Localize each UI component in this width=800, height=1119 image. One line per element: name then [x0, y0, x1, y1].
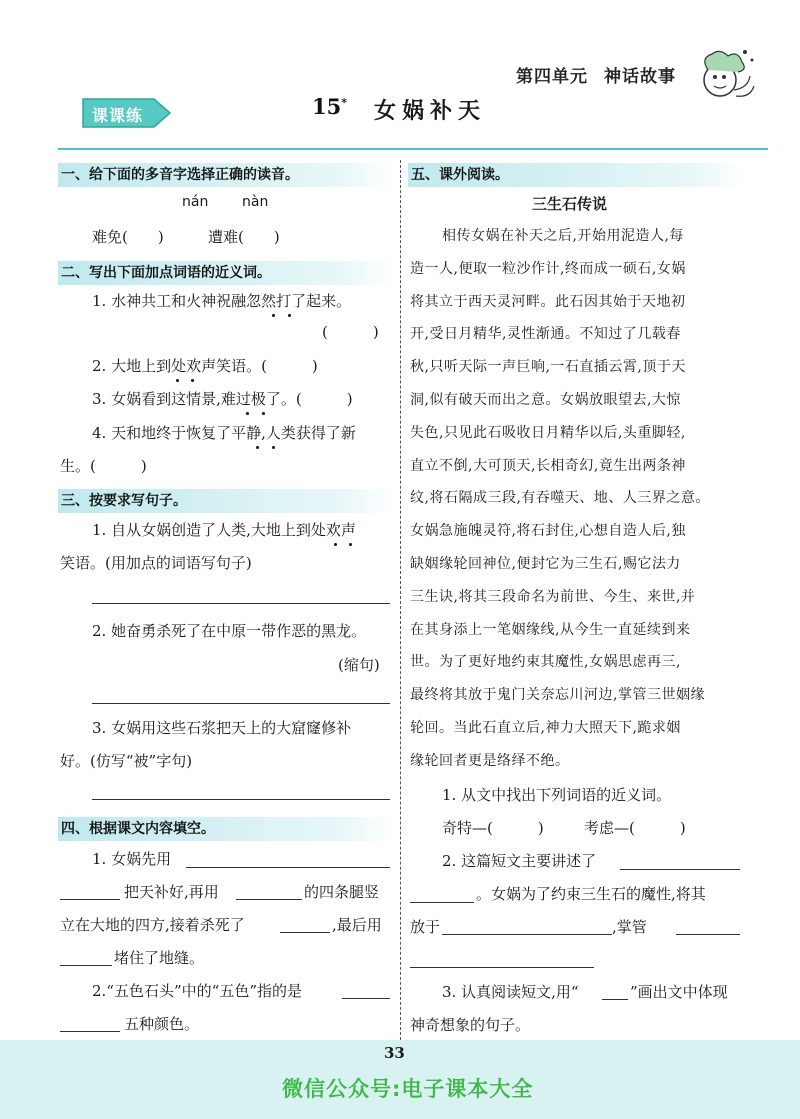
unit-name: 第四单元 [516, 67, 588, 87]
fill-blank[interactable] [236, 899, 302, 900]
s1-item-1: 难免( ) [92, 228, 164, 246]
s2-q4-line1: 4. 天和地终于恢复了平静,人类获得了新 [92, 424, 356, 442]
story-line: 洞,似有破天而出之意。女娲放眼望去,大惊 [410, 392, 681, 408]
lesson-star: * [341, 96, 347, 109]
s5-q2-text-b: 。女娲为了约束三生石的魔性,将其 [476, 885, 706, 903]
fill-blank[interactable] [410, 902, 474, 903]
emphasis-dot [272, 446, 275, 449]
section-4-title: 四、根据课文内容填空。 [58, 817, 393, 841]
s4-q1-text-a: 1. 女娲先用 [92, 850, 172, 868]
s5-q1-item-2[interactable]: 考虑—( ) [584, 819, 686, 837]
s4-q2-text-a: 2.“五色石头”中的“五色”指的是 [92, 982, 302, 1000]
section-3-title: 三、按要求写句子。 [58, 489, 393, 513]
story-line: 纹,将石隔成三段,有吞噬天、地、人三界之意。 [410, 490, 710, 507]
story-line: 在其身添上一笔姻缘线,从今生一直延续到来 [410, 621, 691, 638]
emphasis-dot [272, 314, 275, 317]
s5-q2-text-c: 放于 [410, 918, 441, 936]
unit-theme: 神话故事 [604, 67, 676, 87]
emphasis-dot [288, 314, 291, 317]
s2-q4-line2: 生。( ) [60, 457, 147, 475]
header-divider [58, 148, 768, 150]
s4-q1-text-f: 堵住了地缝。 [114, 949, 205, 967]
story-line: 最终将其放于鬼门关奈忘川河边,掌管三世姻缘 [410, 687, 705, 704]
emphasis-dot [176, 379, 179, 382]
s3-q3-line1: 3. 女娲用这些石浆把天上的大窟窿修补 [92, 719, 352, 737]
fill-blank[interactable] [620, 869, 740, 870]
s4-q1-text-c: 的四条腿竖 [304, 883, 380, 901]
s5-q1: 1. 从文中找出下列词语的近义词。 [442, 786, 672, 804]
s3-q1-line2: 笑语。(用加点的词语写句子) [60, 554, 252, 572]
column-divider [400, 160, 401, 1040]
pinyin-nan4: nàn [242, 194, 269, 210]
s4-q1-text-e: ,最后用 [332, 916, 382, 934]
emphasis-dot [191, 379, 194, 382]
s3-q2-line2: (缩句) [338, 656, 380, 674]
fill-blank[interactable] [60, 899, 120, 900]
fill-blank[interactable] [442, 934, 612, 935]
s4-q2-text-b: 五种颜色。 [124, 1015, 200, 1033]
emphasis-dot [262, 412, 265, 415]
fill-blank[interactable] [410, 967, 594, 968]
s4-q1-text-d: 立在大地的四方,接着杀死了 [60, 916, 245, 934]
story-line: 缘轮回者更是络绎不绝。 [410, 752, 570, 769]
lesson-title: 女娲补天 [374, 98, 487, 124]
emphasis-dot [334, 543, 337, 546]
s5-q2-text-a: 2. 这篇短文主要讲述了 [442, 852, 597, 870]
fill-blank[interactable] [342, 998, 390, 999]
story-title: 三生石传说 [532, 195, 608, 213]
underline-sample [602, 999, 628, 1000]
fill-blank[interactable] [60, 965, 112, 966]
watermark: 微信公众号:电子课本大全 [282, 1077, 534, 1101]
story-line: 轮回。当此石直立后,神力大照天下,跪求姻 [410, 720, 681, 736]
fill-blank[interactable] [186, 867, 390, 868]
unit-label [516, 62, 676, 87]
s2-q1: 1. 水神共工和火神祝融忽然打了起来。 [92, 292, 352, 310]
s3-q1-line1: 1. 自从女娲创造了人类,大地上到处欢声 [92, 521, 356, 539]
section-2-title: 二、写出下面加点词语的近义词。 [58, 261, 393, 285]
mascot-icon [690, 40, 760, 110]
s2-q1-blank[interactable]: ( ) [322, 323, 379, 341]
s1-item-2: 遭难( ) [208, 228, 280, 246]
fill-blank[interactable] [676, 934, 740, 935]
s5-q3-text-c: 神奇想象的句子。 [410, 1016, 531, 1034]
page-number: 33 [384, 1044, 405, 1062]
s3-q2-line1: 2. 她奋勇杀死了在中原一带作恶的黑龙。 [92, 622, 367, 640]
story-line: 失色,只见此石吸收日月精华以后,头重脚轻, [410, 424, 686, 441]
s5-q3-text-b: ”画出文中体现 [630, 983, 728, 1001]
story-line: 女娲急施魄灵符,将石封住,心想自造人后,独 [410, 523, 686, 540]
story-line: 造一人,便取一粒沙作计,终而成一硕石,女娲 [410, 260, 686, 277]
story-line: 开,受日月精华,灵性渐通。不知过了几载春 [410, 326, 681, 343]
story-line: 秋,只听天际一声巨响,一石直插云霄,顶于天 [410, 359, 686, 376]
lesson-number [312, 94, 347, 119]
section-1-title: 一、给下面的多音字选择正确的读音。 [58, 163, 393, 187]
emphasis-dot [246, 412, 249, 415]
emphasis-dot [256, 446, 259, 449]
story-line: 世。为了更好地约束其魔性,女娲思虑再三, [410, 654, 681, 671]
answer-line[interactable] [92, 603, 390, 604]
fill-blank[interactable] [60, 1031, 120, 1032]
story-line: 缺姻缘轮回神位,便封它为三生石,赐它法力 [410, 556, 681, 572]
story-line: 三生诀,将其三段命名为前世、今生、来世,并 [410, 588, 696, 605]
s5-q3-text-a: 3. 认真阅读短文,用“ [442, 983, 579, 1001]
pinyin-nan2: nán [182, 194, 209, 210]
s2-q2: 2. 大地上到处欢声笑语。( ) [92, 357, 318, 375]
answer-line[interactable] [92, 799, 390, 800]
s3-q3-line2: 好。(仿写“被”字句) [60, 752, 193, 770]
fill-blank[interactable] [280, 932, 330, 933]
emphasis-dot [349, 543, 352, 546]
lesson-number-value: 15 [312, 94, 342, 119]
s5-q1-item-1[interactable]: 奇特—( ) [442, 819, 544, 837]
story-line: 相传女娲在补天之后,开始用泥造人,每 [442, 228, 684, 244]
story-line: 直立不倒,大可顶天,长相奇幻,竟生出两条神 [410, 457, 686, 474]
s5-q2-text-d: ,掌管 [612, 918, 647, 936]
s2-q3: 3. 女娲看到这情景,难过极了。( ) [92, 390, 353, 408]
practice-label: 课课练 [92, 106, 144, 125]
story-line: 将其立于西天灵河畔。此石因其始于天地初 [410, 293, 686, 310]
answer-line[interactable] [92, 703, 390, 704]
section-5-title: 五、课外阅读。 [408, 163, 743, 187]
s4-q1-text-b: 把天补好,再用 [124, 883, 219, 901]
